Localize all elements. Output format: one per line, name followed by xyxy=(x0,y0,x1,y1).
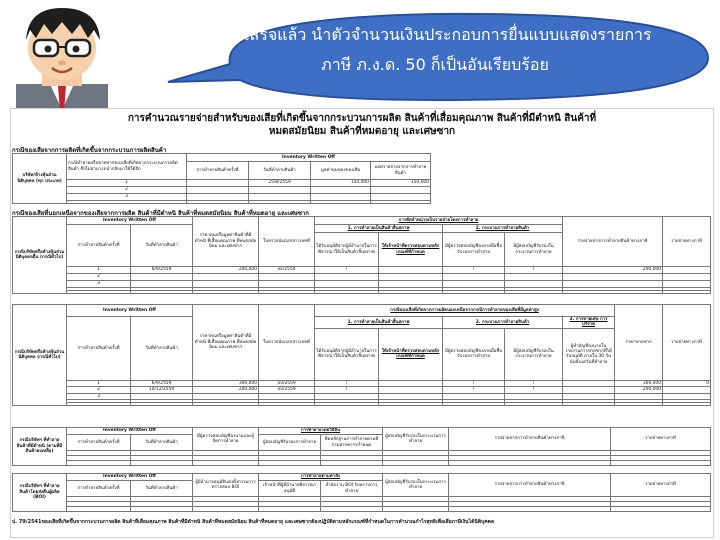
m1-desc2: ให้เจ้าหน้าที่ตรวจสอบตามหลักเกณฑ์ที่กำหนด xyxy=(379,233,443,267)
col-dispose-date: วันที่ทำลายสินค้า xyxy=(131,435,193,451)
col-dispose-no: การทำลายสินค้าครั้งที่ xyxy=(67,317,131,381)
cell: 0 xyxy=(663,380,711,386)
cell: / xyxy=(505,387,563,393)
col-dispose-no: การทำลายสินค้าครั้งที่ xyxy=(67,481,131,497)
section3-left-label: กรณีบริษัทหรือห้างหุ้นส่วนนิติบุคคล (กรณีทั่วไป) xyxy=(13,305,67,406)
cell: 3 xyxy=(67,194,187,201)
bubble-line-2: ภาษี ภ.ง.ด. 50 ก็เป็นอันเรียบร้อย xyxy=(321,55,549,74)
col-note: รายจ่ายทางภาษี xyxy=(663,305,711,381)
col-expense: รายจ่ายจากการทำลายสินค้าทางภาษี xyxy=(563,217,663,267)
cell: 25/8/2559 xyxy=(249,180,311,187)
section2-table xyxy=(12,216,711,294)
bubble-line-1: เมื่อเสร็จแล้ว นำตัวจำนวนเงินประกอบการยื่นแบบแสดงรายการ xyxy=(218,25,652,44)
table-row xyxy=(13,194,431,201)
cell: 6/9/2559 xyxy=(131,267,193,274)
cell: 2 xyxy=(67,187,187,194)
cell: 150,000 xyxy=(371,180,431,187)
table-row xyxy=(13,180,431,187)
section4-table xyxy=(12,427,711,466)
footer-note: ป. 79/2541ของเสียที่เกิดขึ้นจากกระบวนการผลิต สินค้าที่เสื่อมคุณภาพ สินค้าที่มีตำหนิ สินค้าที่หมดสมัยนิยม สินค้าที่หมดอายุ และเศษซากต้องปฏิบัติตามหลักเกณฑ์ที่กำหนดในการคำนวณกำไรสุทธิเพื่อเสียภาษีเงินได้นิติบุคคล xyxy=(12,519,494,525)
section2-left-label: กรณีบริษัทหรือห้างหุ้นส่วนนิติบุคคลอื่น (กรณีทั่วไป) xyxy=(13,217,67,294)
cell: / xyxy=(315,380,379,386)
section2-title: กรณีของเสียที่นอกเหนือจากของเสียจากการผลิต สินค้าที่มีตำหนิ สินค้าที่หมดสมัยนิยม สินค้าที่หมดอายุ และเศษซาก xyxy=(12,210,309,217)
section1-group-header: Inventory Written Off xyxy=(187,154,431,162)
col-note: รายจ่ายทางภาษี xyxy=(611,428,711,451)
col-c4: ผู้สอบบัญชีรับรองในกระบวนการทำลาย xyxy=(383,428,449,451)
cell: 1 xyxy=(67,380,131,386)
section5-table xyxy=(12,473,711,512)
inv-header: Inventory Written Off xyxy=(67,305,193,317)
cell: 200,000 xyxy=(193,387,259,393)
cell: 200,000 xyxy=(193,267,259,274)
methods-header: การทำลายตามคำสั่ง xyxy=(259,474,383,481)
document-title xyxy=(22,112,702,138)
col-dispose-no: การทำลายสินค้าครั้งที่ xyxy=(67,225,131,267)
col-c1: ผู้มีอำนาจอนุมัติแต่งตั้งกรรมการตรวจสอบ BOI xyxy=(193,474,259,497)
section1-left-label: บริษัท/ห้างหุ้นส่วนนิติบุคคล (ทุก ประเภท) xyxy=(13,154,67,204)
cell: 300,000 xyxy=(615,380,663,386)
cell: 200,000 xyxy=(563,267,663,274)
col-expense: รายจ่ายจากการทำลายสินค้าทางภาษี xyxy=(449,474,611,497)
table-row xyxy=(13,281,711,288)
cell: 6/9/2559 xyxy=(131,380,193,386)
col-value: ราคาทุนหรือมูลค่าสินค้าที่มีตำหนิ ที่เสื่อมคุณภาพ ที่หมดสมัยนิยม และเศษซาก xyxy=(193,217,259,267)
col-c1: มีผู้ตรวจสอบบัญชีลงนามและผู้จัดการทำลาย xyxy=(193,428,259,451)
col-dispose-date: วันที่ทำลายสินค้า xyxy=(131,481,193,497)
cell: 150,000 xyxy=(311,180,371,187)
cell: 1 xyxy=(67,267,131,274)
cell: 2 xyxy=(67,387,131,393)
col-c4: ผู้สอบบัญชีรับรองในกระบวนการทำลาย xyxy=(383,474,449,497)
cell: 200,000 xyxy=(615,387,663,393)
m2-desc: มีผู้ตรวจสอบบัญชีลงลายมือชื่อรับรองการทำลาย xyxy=(443,328,505,380)
cell: 10/12/2559 xyxy=(131,387,193,393)
title-line-1: การคำนวณรายจ่ายสำหรับของเสียที่เกิดขึ้นจากกระบวนการผลิต สินค้าที่เสื่อมคุณภาพ สินค้าที่มีตำหนิ สินค้าที่ xyxy=(127,113,597,124)
col-note: รายจ่ายทางภาษี xyxy=(611,474,711,497)
col-c2: ผู้สอบบัญชีรับรองการทำลาย xyxy=(259,435,321,451)
cell: / xyxy=(443,267,505,274)
m2-desc: มีผู้ตรวจสอบบัญชีลงลายมือชื่อรับรองการทำลาย xyxy=(443,233,505,267)
m1-desc: ได้รับอนุมัติจากผู้มีอำนาจในการพิจารณาให้เป็นสินค้าสิ้นสภาพ xyxy=(315,328,379,380)
title-line-2: หมดสมัยนิยม สินค้าที่หมดอายุ และเศษซาก xyxy=(268,126,456,137)
section4-left-label: กรณีบริษัทฯ ที่ทำลายสินค้าที่มีตำหนิ (ตามที่มีสินค้าคงเหลือ) xyxy=(13,428,67,466)
cell: 2 xyxy=(67,274,131,281)
cell: xx/2559 xyxy=(259,267,315,274)
cell: ปป/2559 xyxy=(259,380,315,386)
cell: 300,000 xyxy=(193,380,259,386)
col-c2: เจ้าหน้าที่ผู้มีอำนาจพิจารณาอนุมัติ xyxy=(259,481,321,497)
col-dispose-date: วันที่ทำลายสินค้า xyxy=(131,225,193,267)
cell: / xyxy=(315,267,379,274)
mascot-illustration xyxy=(2,0,122,125)
section1-desc: กรณีทำลายหรือขายซากของเสียที่เกิดจากกระบวนการผลิตสินค้า ซึ่งไม่สามารถนำกลับมาใช้ได้อีก xyxy=(67,154,187,180)
col-value: ราคาทุนหรือมูลค่าสินค้าที่มีตำหนิ ที่เสื่อมคุณภาพ ที่หมดสมัยนิยม และเศษซาก xyxy=(193,305,259,381)
bubble-message xyxy=(190,20,680,80)
method-1: 1. การทำลายเป็นสินค้าสิ้นสภาพ xyxy=(315,225,443,233)
cell: / xyxy=(443,387,505,393)
inv-header: Inventory Written Off xyxy=(67,474,193,481)
cell: ปป/2559 xyxy=(259,387,315,393)
cell: 3 xyxy=(67,281,131,288)
section1-title: กรณีของเสียจากการผลิตที่เกิดขึ้นจากกระบวนการผลิตสินค้า xyxy=(12,147,167,154)
col-header: การทำลายสินค้าครั้งที่ xyxy=(187,162,249,180)
col-expense: รายจ่ายจากการทำลายสินค้าทางภาษี xyxy=(449,428,611,451)
inv-header: Inventory Written Off xyxy=(67,428,193,435)
cell: 3 xyxy=(67,393,131,399)
col-doc: ใบตรวจนับ/เอกสารเลขที่ xyxy=(259,305,315,381)
m1-desc: ได้รับอนุมัติจากผู้มีอำนาจในการพิจารณาให้เป็นสินค้าสิ้นสภาพ xyxy=(315,233,379,267)
m3-desc: มีผู้สอบบัญชีรับรองในกระบวนการทำลาย xyxy=(505,233,563,267)
col-c3: ยึดหลักฐานการทำลายตามที่กรมสรรพากรกำหนด xyxy=(321,435,383,451)
col-dispose-no: การทำลายสินค้าครั้งที่ xyxy=(67,435,131,451)
cell: 1 xyxy=(67,180,187,187)
section3-table xyxy=(12,304,711,406)
method-2: 2. กระบวนการทำลายสินค้า xyxy=(443,225,563,233)
method-3: 3. การขายเศษ การบริจาค xyxy=(563,317,615,329)
col-header: ยอดรายจ่ายจากการทำลายสินค้า xyxy=(371,162,431,180)
m3-desc: มีผู้สอบบัญชีรับรองในกระบวนการทำลาย xyxy=(505,328,563,380)
m3-scrap-desc: ผู้ทำบัญชีลงนามในรายงานการขายซากที่ได้รับอนุมัติ ภายใน 30 วัน นับตั้งแต่วันที่ทำลาย xyxy=(563,328,615,380)
table-row xyxy=(13,267,711,274)
table-row xyxy=(13,187,431,194)
col-header: วันที่ทำลายสินค้า xyxy=(249,162,311,180)
col-c3: สำนักงาน BOI รับทราบการทำลาย xyxy=(321,481,383,497)
col-dispose-date: วันที่ทำลายสินค้า xyxy=(131,317,193,381)
method-1: 1. การทำลายเป็นสินค้าสิ้นสภาพ xyxy=(315,317,443,329)
col-doc: ใบตรวจนับ/เอกสารเลขที่ xyxy=(259,217,315,267)
col-scrap: ราคาขายซาก xyxy=(615,305,663,381)
cell: / xyxy=(505,380,563,386)
top-header: กรณีของเสียที่เกิดจากการผลิตนอกเหนือจากกรณีการทำลายของเสียที่มีมูลค่าสูง xyxy=(315,305,615,317)
cell: / xyxy=(443,380,505,386)
col-header: มูลค่าทุนของของเสีย xyxy=(311,162,371,180)
col-note: รายจ่ายทางภาษี xyxy=(663,217,711,267)
table-row xyxy=(13,274,711,281)
section1-table xyxy=(12,153,431,204)
cell: / xyxy=(505,267,563,274)
section5-left-label: กรณีบริษัทฯ ที่ทำลายสินค้าโดยส่งคืนผู้ผลิต (BOI) xyxy=(13,474,67,512)
m1-desc2: ให้เจ้าหน้าที่ตรวจสอบตามหลักเกณฑ์ที่กำหนด xyxy=(379,328,443,380)
methods-header: การทำลายโดยวิธีอื่น xyxy=(259,428,383,435)
inv-header: Inventory Written Off xyxy=(67,217,193,225)
method-2: 2. กระบวนการทำลายสินค้า xyxy=(443,317,563,329)
cell: / xyxy=(315,387,379,393)
method-header: การตัดจำหน่ายเป็นรายจ่ายโดยการทำลาย xyxy=(315,217,563,225)
